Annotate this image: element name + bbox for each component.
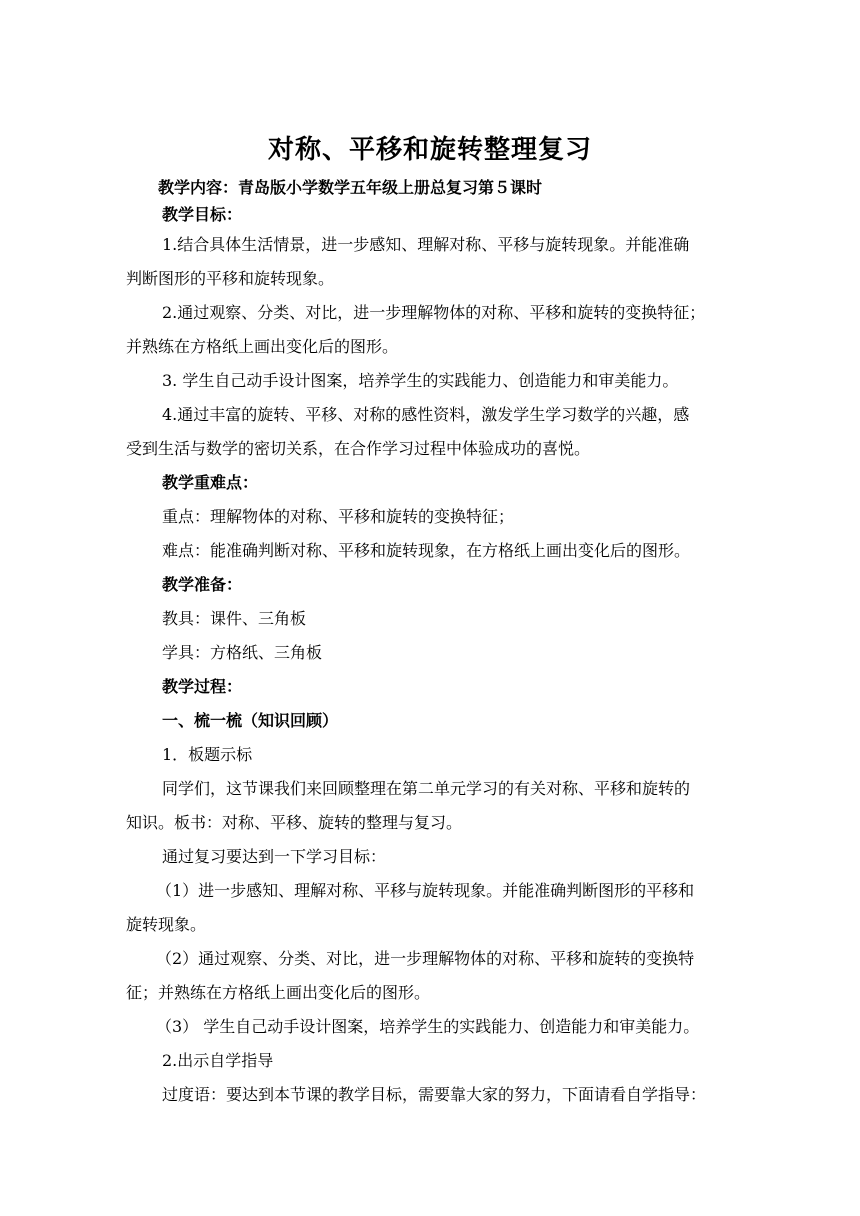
intro-paragraph-line-1: 同学们，这节课我们来回顾整理在第二单元学习的有关对称、平移和旋转的 xyxy=(162,779,691,798)
teaching-goals-heading: 教学目标： xyxy=(162,205,243,224)
transition-line: 过度语：要达到本节课的教学目标，需要靠大家的努力，下面请看自学指导： xyxy=(162,1085,707,1104)
student-tools-line: 学具：方格纸、三角板 xyxy=(162,643,323,662)
review-goals-line: 通过复习要达到一下学习目标： xyxy=(162,847,387,866)
review-goal-2-line-2: 征；并熟练在方格纸上画出变化后的图形。 xyxy=(126,983,431,1002)
step-1-heading: 1．板题示标 xyxy=(162,745,253,764)
review-goal-3-line: （3） 学生自己动手设计图案，培养学生的实践能力、创造能力和审美能力。 xyxy=(156,1017,700,1036)
goal-2-line-1: 2.通过观察、分类、对比，进一步理解物体的对称、平移和旋转的变换特征； xyxy=(162,303,706,322)
goal-4-line-2: 受到生活与数学的密切关系，在合作学习过程中体验成功的喜悦。 xyxy=(126,439,591,458)
process-heading: 教学过程： xyxy=(162,677,243,696)
goal-2-line-2: 并熟练在方格纸上画出变化后的图形。 xyxy=(126,337,399,356)
review-goal-2-line-1: （2）通过观察、分类、对比，进一步理解物体的对称、平移和旋转的变换特 xyxy=(156,949,695,968)
document-title: 对称、平移和旋转整理复习 xyxy=(267,135,592,165)
intro-paragraph-line-2: 知识。板书：对称、平移、旋转的整理与复习。 xyxy=(126,813,463,832)
goal-1-line-2: 判断图形的平移和旋转现象。 xyxy=(126,269,335,288)
review-goal-1-line-1: （1）进一步感知、理解对称、平移与旋转现象。并能准确判断图形的平移和 xyxy=(156,881,695,900)
key-points-heading: 教学重难点： xyxy=(162,473,259,492)
review-goal-1-line-2: 旋转现象。 xyxy=(126,915,207,934)
key-point-line: 重点：理解物体的对称、平移和旋转的变换特征； xyxy=(162,507,515,526)
goal-4-line-1: 4.通过丰富的旋转、平移、对称的感性资料，激发学生学习数学的兴趣，感 xyxy=(162,405,690,424)
difficult-point-line: 难点：能准确判断对称、平移和旋转现象，在方格纸上画出变化后的图形。 xyxy=(162,541,691,560)
goal-1-line-1: 1.结合具体生活情景，进一步感知、理解对称、平移与旋转现象。并能准确 xyxy=(162,235,690,254)
teaching-content-line: 教学内容：青岛版小学数学五年级上册总复习第５课时 xyxy=(158,178,543,197)
section-1-heading: 一、梳一梳（知识回顾） xyxy=(162,711,339,730)
goal-3-line: 3. 学生自己动手设计图案，培养学生的实践能力、创造能力和审美能力。 xyxy=(162,371,679,390)
teacher-tools-line: 教具：课件、三角板 xyxy=(162,609,307,628)
step-2-heading: 2.出示自学指导 xyxy=(162,1051,274,1070)
preparation-heading: 教学准备： xyxy=(162,575,243,594)
